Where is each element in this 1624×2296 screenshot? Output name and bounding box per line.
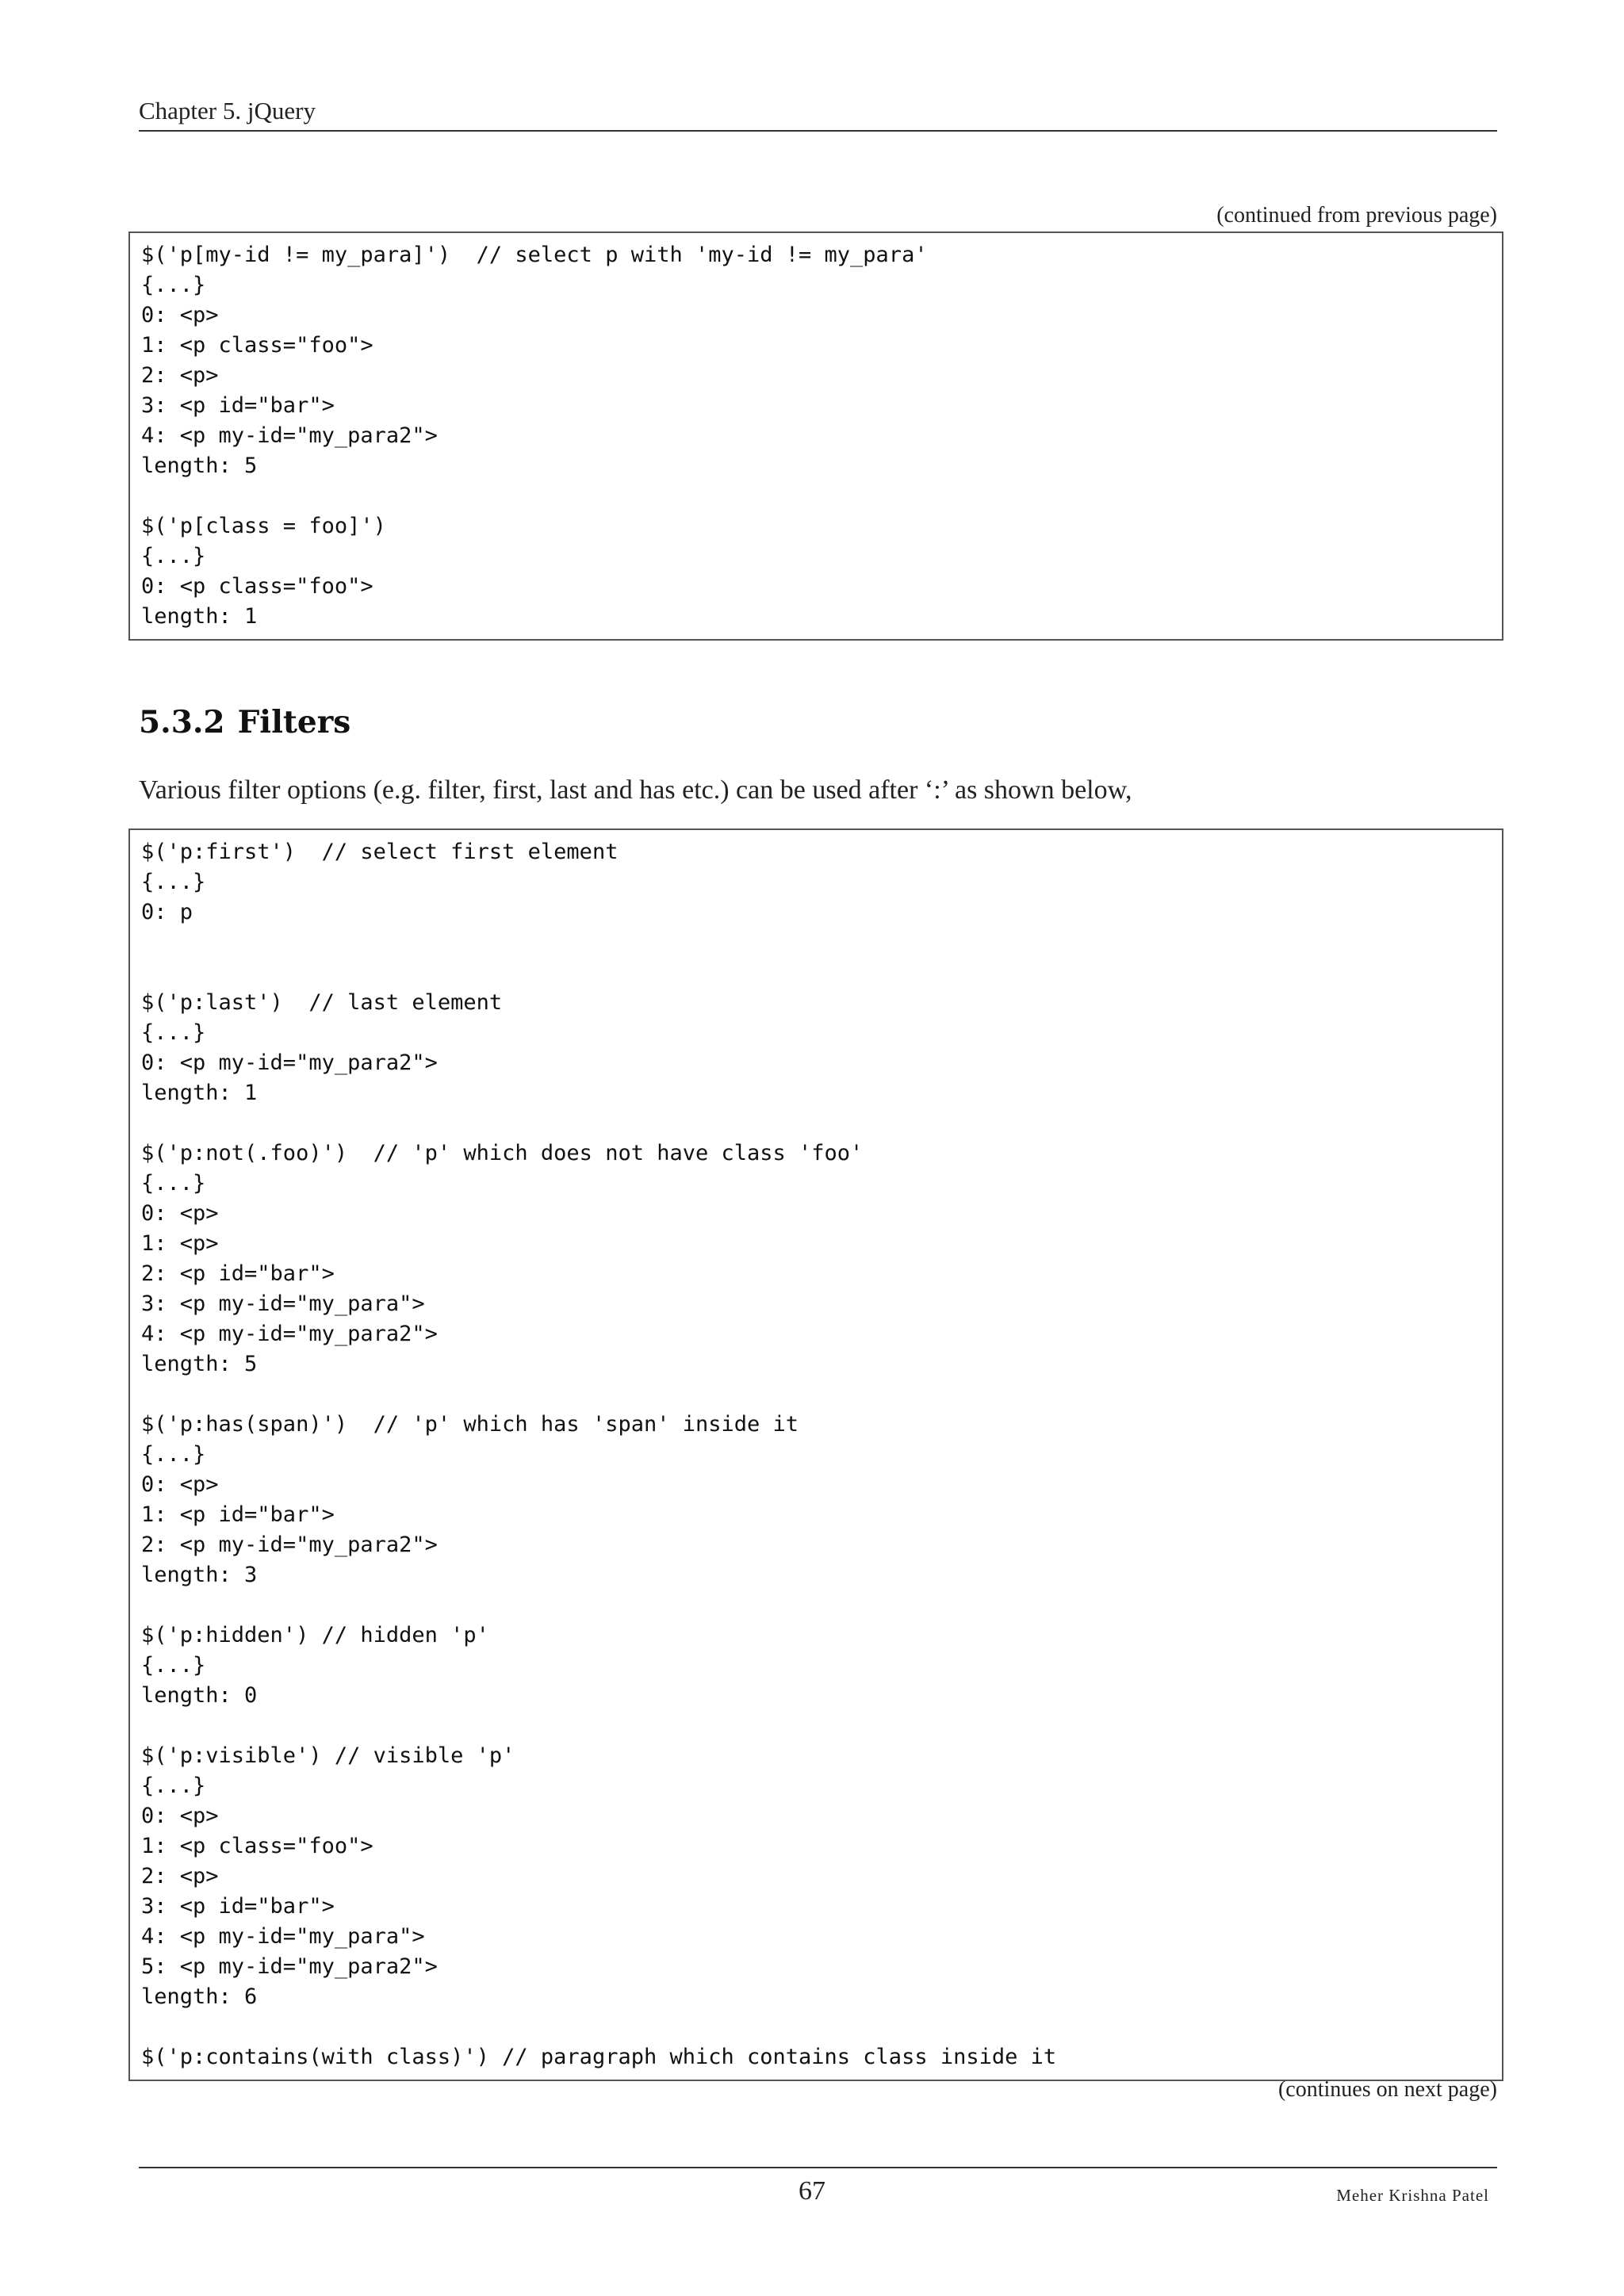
code-line: length: 0	[141, 1683, 258, 1708]
code-line: 0: <p>	[141, 303, 219, 327]
code-line	[141, 481, 1491, 511]
code-line: {...}	[141, 1774, 206, 1798]
code-line: $('p:last') // last element	[141, 990, 503, 1015]
code-line: 2: <p>	[141, 1864, 219, 1888]
code-block-1	[128, 232, 1503, 641]
code-line: 1: <p>	[141, 1231, 219, 1256]
code-block-2	[128, 828, 1503, 2081]
code-line: length: 5	[141, 1352, 258, 1376]
code-line: 5: <p my-id="my_para2">	[141, 1954, 438, 1979]
page-header	[139, 94, 1497, 132]
code-line: {...}	[141, 1442, 206, 1467]
section-number: 5.3.2	[139, 704, 225, 740]
code-line: 0: p	[141, 900, 193, 924]
code-line: {...}	[141, 1653, 206, 1678]
code-line: $('p:not(.foo)') // 'p' which does not have class 'foo'	[141, 1141, 864, 1165]
code-line: 1: <p class="foo">	[141, 333, 373, 358]
code-line: {...}	[141, 544, 206, 568]
code-line: 1: <p class="foo">	[141, 1834, 373, 1858]
code-line: 1: <p id="bar">	[141, 1502, 335, 1527]
footer-rule	[139, 2167, 1497, 2168]
code-line	[141, 928, 1491, 958]
code-line: 0: <p>	[141, 1201, 219, 1226]
code-line	[141, 2012, 1491, 2042]
code-line	[141, 1108, 1491, 1138]
code-line: $('p:visible') // visible 'p'	[141, 1743, 515, 1768]
code-line: $('p:first') // select first element	[141, 840, 619, 864]
code-line: {...}	[141, 273, 206, 297]
code-line: $('p[class = foo]')	[141, 514, 386, 538]
page-number: 67	[799, 2176, 825, 2206]
code-line: 4: <p my-id="my_para2">	[141, 1322, 438, 1346]
code-line: 3: <p my-id="my_para">	[141, 1292, 425, 1316]
code-line: 3: <p id="bar">	[141, 393, 335, 418]
code-line: 0: <p>	[141, 1472, 219, 1497]
code-line	[141, 958, 1491, 988]
continues-on-note: (continues on next page)	[1277, 2077, 1497, 2102]
code-line: 0: <p class="foo">	[141, 574, 373, 599]
code-line: 0: <p my-id="my_para2">	[141, 1050, 438, 1075]
code-line: 2: <p>	[141, 363, 219, 388]
chapter-heading: Chapter 5. jQuery	[139, 97, 316, 124]
code-line	[141, 1590, 1491, 1621]
code-line: 3: <p id="bar">	[141, 1894, 335, 1919]
code-line: $('p[my-id != my_para]') // select p with 'my-id != my_para'	[141, 243, 928, 267]
code-line: 4: <p my-id="my_para">	[141, 1924, 425, 1949]
code-line: 0: <p>	[141, 1804, 219, 1828]
code-line	[141, 1380, 1491, 1410]
code-line: length: 6	[141, 1984, 258, 2009]
code-line: 2: <p my-id="my_para2">	[141, 1533, 438, 1557]
author-name: Meher Krishna Patel	[1336, 2186, 1489, 2205]
intro-paragraph: Various filter options (e.g. filter, first, last and has etc.) can be used after ‘:’ as shown below,	[139, 775, 1132, 805]
code-line: 2: <p id="bar">	[141, 1261, 335, 1286]
code-line: length: 5	[141, 453, 258, 478]
section-heading	[139, 704, 350, 740]
code-line: length: 1	[141, 604, 258, 629]
code-line: $('p:hidden') // hidden 'p'	[141, 1623, 489, 1647]
code-line: 4: <p my-id="my_para2">	[141, 423, 438, 448]
continued-from-note: (continued from previous page)	[1216, 203, 1497, 228]
section-title: Filters	[237, 704, 351, 740]
code-line: length: 1	[141, 1081, 258, 1105]
code-line: $('p:has(span)') // 'p' which has 'span' inside it	[141, 1412, 799, 1437]
code-line: length: 3	[141, 1563, 258, 1587]
code-line: {...}	[141, 1171, 206, 1196]
code-line	[141, 1711, 1491, 1741]
code-line: {...}	[141, 1020, 206, 1045]
code-line: {...}	[141, 870, 206, 894]
code-line: $('p:contains(with class)') // paragraph which contains class inside it	[141, 2045, 1057, 2069]
